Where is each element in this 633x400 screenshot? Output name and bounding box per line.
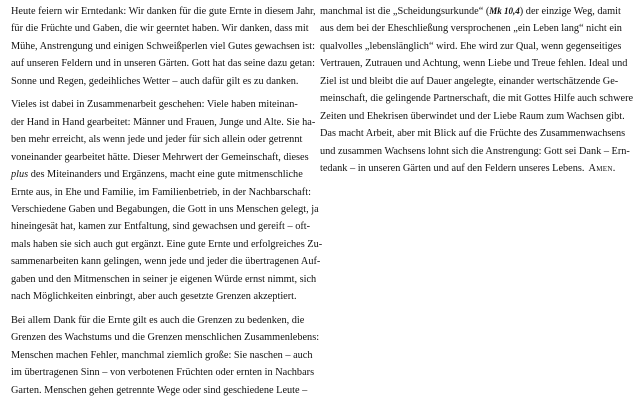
text-line-rest: des Miteinanders und Ergänzens, macht eine gute mitmenschliche [30, 169, 303, 181]
text-line: tedank – in unseren Gärten und auf den Feldern unseres Lebens. [320, 163, 585, 175]
text-line-plus [11, 166, 303, 183]
text-line: qualvolles „lebenslänglich“ wird. Ehe wird zur Qual, wenn gegenseitiges [320, 40, 622, 52]
text-line: Menschen machen Fehler, manchmal ziemlich große: Sie naschen – auch [11, 349, 313, 361]
paragraph-zusammenarbeit [11, 96, 323, 305]
text-line: hineingesät hat, kamen zur Entfaltung, sind gewachsen und gereift – oft- [11, 221, 311, 233]
text-line: meinschaft, die gelingende Partnerschaft, die mit Gottes Hilfe auch schwere [320, 93, 633, 105]
text-line: Ernte aus, in Ehe und Familie, im Familienbetrieb, in der Nachbarschaft: [11, 186, 311, 198]
text-line: Mühe, Anstrengung und einigen Schweißperlen viel Gutes gewachsen ist: [11, 40, 315, 52]
text-line: Verschiedene Gaben und Begabungen, die Gott in uns Menschen gelegt, ja [11, 203, 319, 215]
text-line: aus dem bei der Eheschließung versprochenen „ein Leben lang“ nicht ein [320, 23, 622, 35]
text-line: Ziel ist und bleibt die auf Dauer angelegte, einander wertschätzende Ge- [320, 75, 619, 87]
paragraph-erntedank-intro [11, 3, 316, 90]
text-line: der Hand in Hand gearbeitet: Männer und Frauen, Junge und Alte. Sie ha- [11, 116, 316, 128]
text-line: gaben und den Mitmenschen in seiner je eigenen Würde ernst nimmt, sich [11, 273, 317, 285]
text-line: Bei allem Dank für die Ernte gilt es auch die Grenzen zu bedenken, die [11, 314, 305, 326]
text-line: auf unseren Feldern und in unseren Gärten. Gott hat das seine dazu getan: [11, 58, 315, 70]
emphasis-plus: plus [11, 169, 29, 181]
right-column [320, 3, 633, 178]
text-line: Sonne und Regen, gedeihliches Wetter – auch dafür gilt es zu danken. [11, 75, 299, 87]
text-line: Garten. Menschen gehen getrennte Wege oder sind geschiedene Leute – [11, 384, 308, 396]
text-line-end: ) der einzige Weg, damit [519, 6, 621, 17]
text-line-with-reference [320, 3, 621, 20]
left-column [11, 3, 323, 399]
text-line-closing [320, 160, 616, 177]
text-line: für die Früchte und Gaben, die wir geerntet haben. Wir danken, dass mit [11, 23, 309, 35]
text-line: voneinander gearbeitet hätte. Dieser Mehrwert der Gemeinschaft, dieses [11, 151, 309, 163]
paragraph-grenzen [11, 312, 320, 399]
text-line-start: manchmal ist die „Scheidungsurkunde“ ( [320, 6, 490, 17]
text-line: ben mehr erreicht, als wenn jede und jeder für sich allein oder getrennt [11, 134, 303, 146]
text-line: Zeiten und Ehekrisen überwindet und der Liebe Raum zum Wachsen gibt. [320, 110, 625, 122]
paragraph-scheidung [320, 3, 633, 178]
text-line: Das macht Arbeit, aber mit Blick auf die Früchte des Zusammenwachsens [320, 128, 626, 140]
text-line: Grenzen des Wachstums und die Grenzen menschlichen Zusammenlebens: [11, 332, 320, 344]
text-line: nach Möglichkeiten einbringt, aber auch gesetzte Grenzen akzeptiert. [11, 291, 297, 303]
bible-reference: Mk 10,4 [489, 6, 520, 16]
text-line: sammenarbeiten kann gelingen, wenn jede und jeder die übertragenen Auf- [11, 256, 321, 268]
text-line: Heute feiern wir Erntedank: Wir danken für die gute Ernte in diesem Jahr, [11, 6, 316, 17]
amen-closing: Amen. [588, 163, 616, 175]
text-line: Vertrauen, Zutrauen und Achtung, wenn Liebe und Treue fehlen. Ideal und [320, 58, 628, 70]
text-line: Vieles ist dabei in Zusammenarbeit geschehen: Viele haben miteinan- [11, 99, 298, 111]
text-line: und zusammen Wachsens lohnt sich die Anstrengung: Gott sei Dank – Ern- [320, 145, 630, 157]
text-line: mals haben sie sich auch gut ergänzt. Eine gute Ernte und erfolgreiches Zu- [11, 238, 323, 250]
text-line: im übertragenen Sinn – von verbotenen Früchten oder ernten in Nachbars [11, 367, 315, 379]
